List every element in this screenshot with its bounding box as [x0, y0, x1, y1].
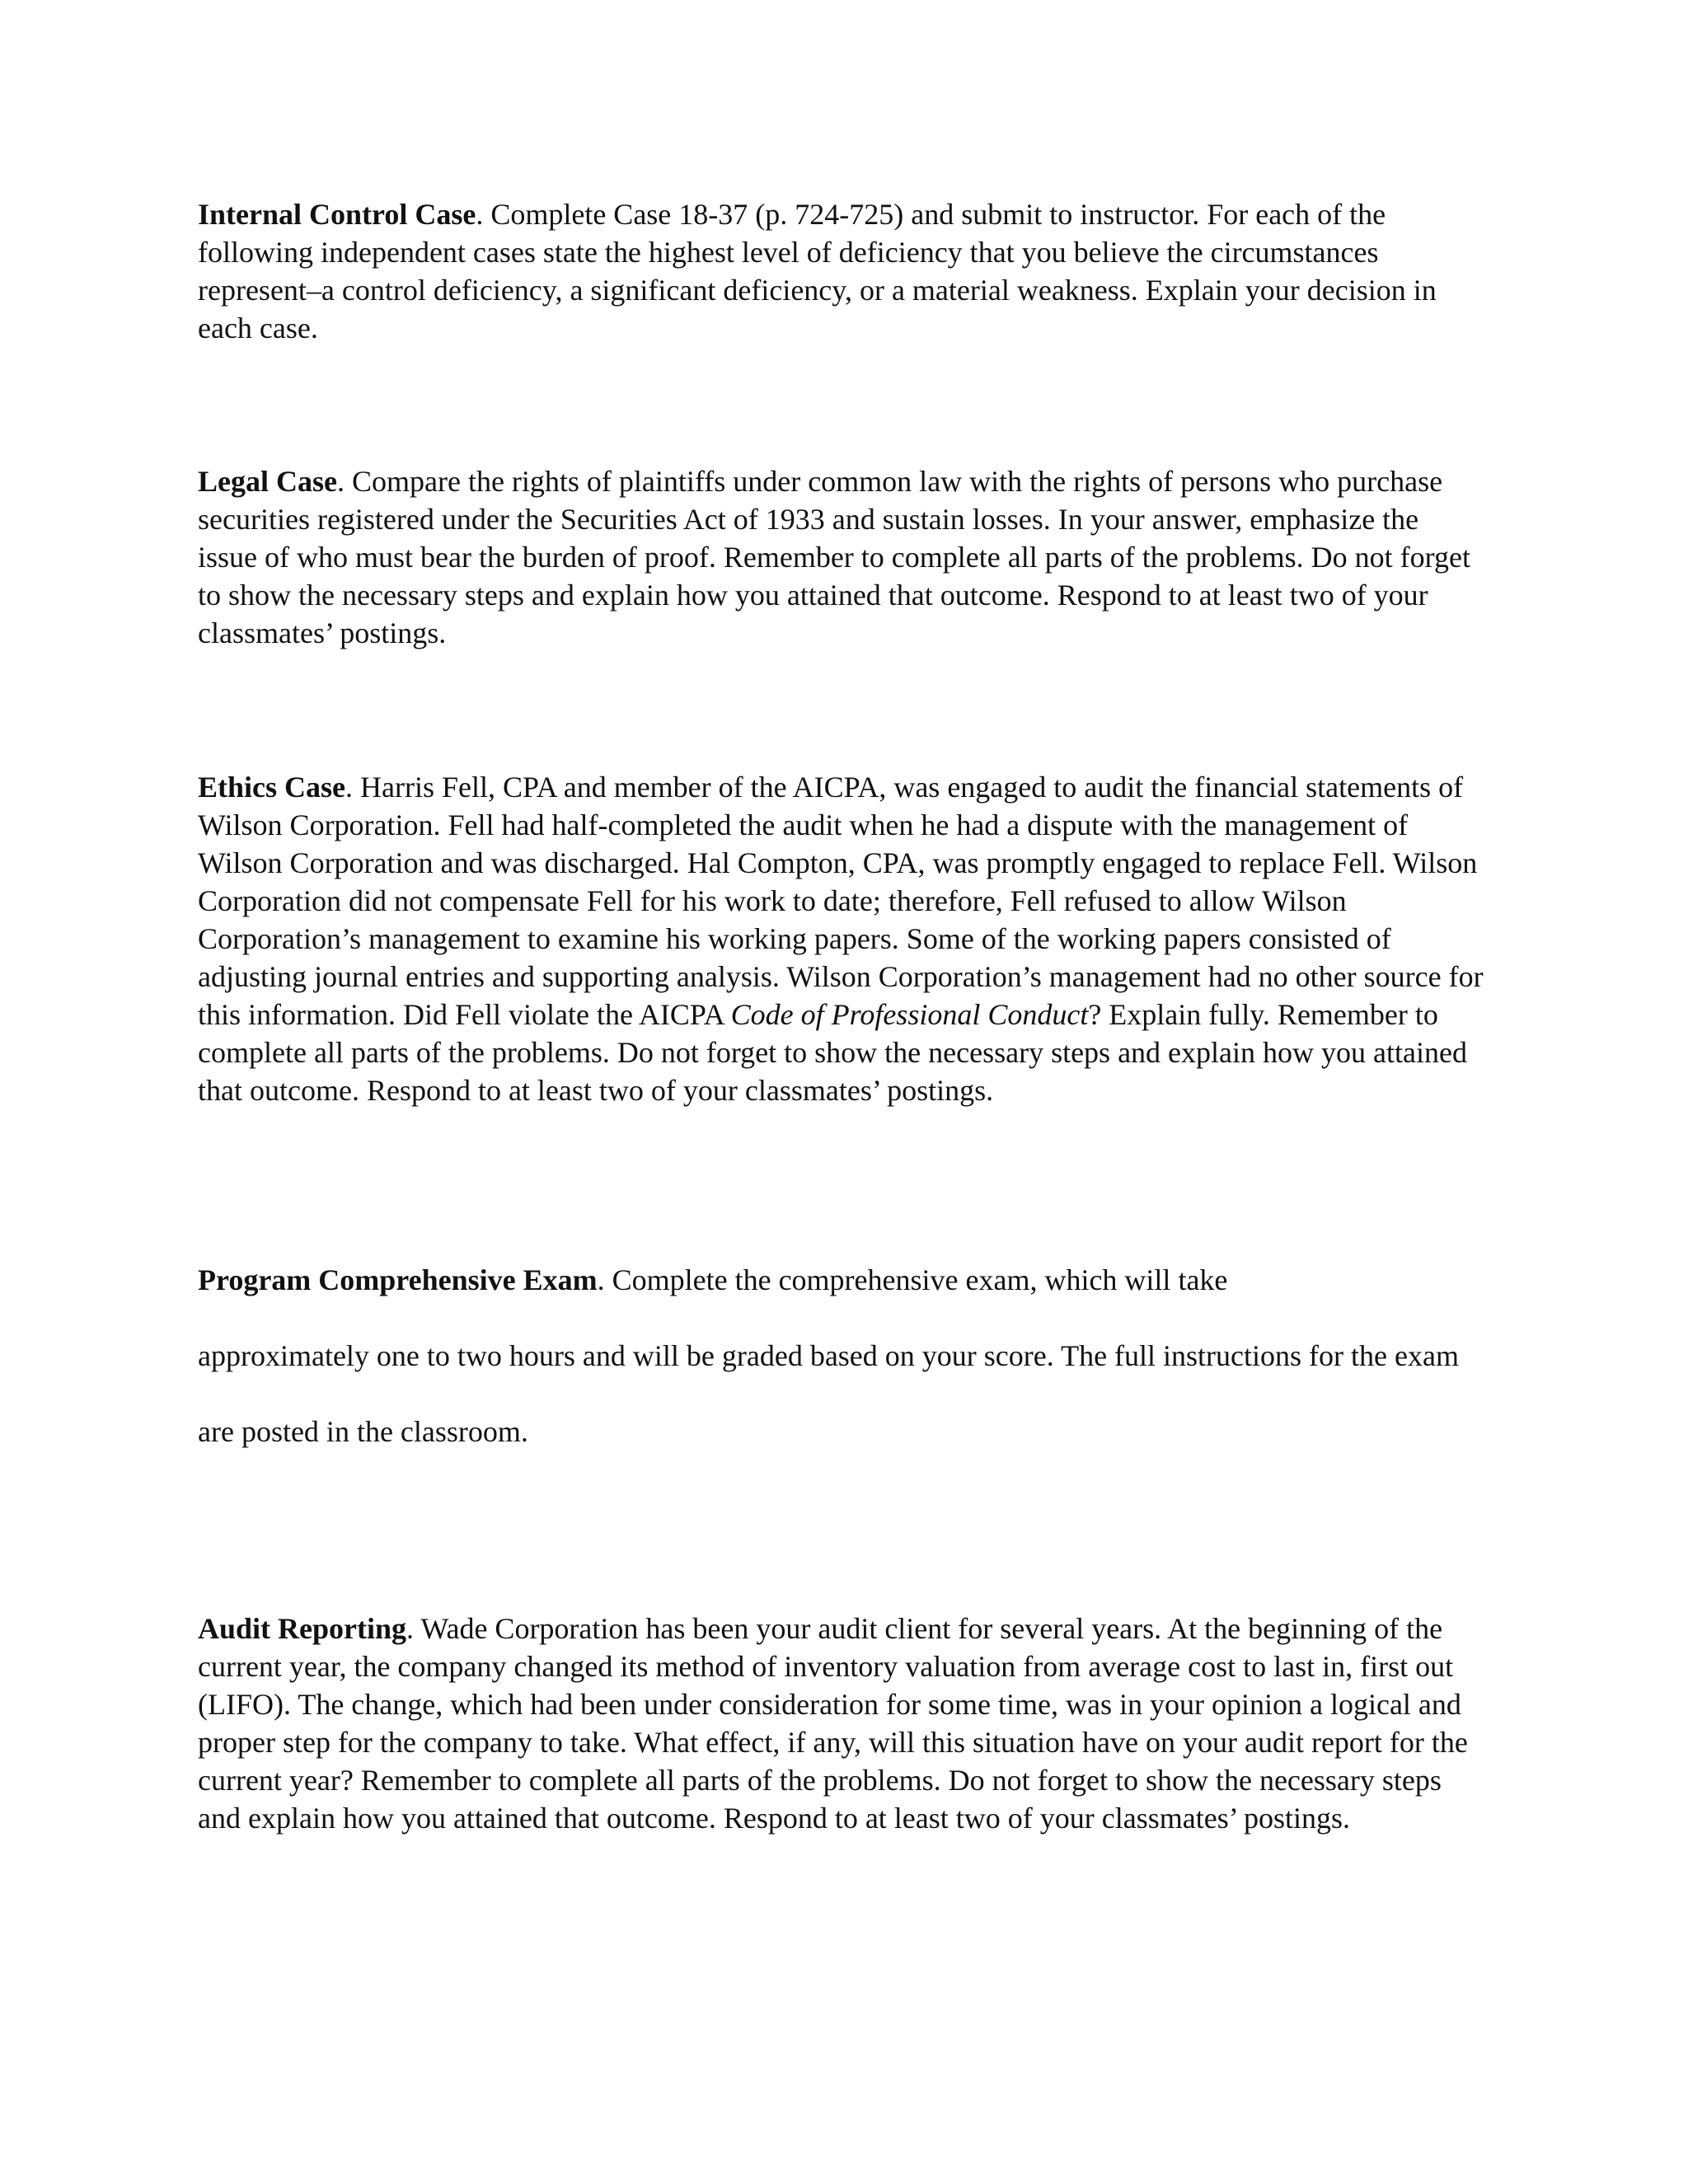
ethics-case-paragraph [198, 768, 1484, 1109]
legal-case-text: . Compare the rights of plaintiffs under common law with the rights of persons who purchase securities registered under the Securities Act of 1933 and sustain losses. In your answer, emphasize the issue of who must bear the burden of proof. Remember to complete all parts of the problems. Do not forget to show the necessary steps and explain how you attained that outcome. Respond to at least two of your classmates’ postings. [198, 465, 1470, 649]
audit-reporting-text: . Wade Corporation has been your audit client for several years. At the beginning of the current year, the company changed its method of inventory valuation from average cost to last in, first out (LIFO). The change, which had been under consideration for some time, was in your opinion a logical and proper step for the company to take. What effect, if any, will this situation have on your audit report for the current year? Remember to complete all parts of the problems. Do not forget to show the necessary steps and explain how you attained that outcome. Respond to at least two of your classmates’ postings. [198, 1612, 1468, 1835]
ethics-case-text-after: ? Explain fully. Remember to complete all parts of the problems. Do not forget to show the necessary steps and explain how you attained that outcome. Respond to at least two of your classmates’ postings. [198, 998, 1467, 1107]
program-exam-section [198, 1261, 1484, 1451]
internal-control-case-text: . Complete Case 18-37 (p. 724-725) and submit to instructor. For each of the following independent cases state the highest level of deficiency that you believe the circumstances represent–a control deficiency, a significant deficiency, or a material weakness. Explain your decision in each case. [198, 198, 1437, 344]
spacer [198, 1299, 1484, 1337]
spacer [198, 1375, 1484, 1413]
legal-case-section [198, 462, 1484, 652]
internal-control-case-paragraph [198, 195, 1484, 347]
ethics-case-text-before: . Harris Fell, CPA and member of the AICPA, was engaged to audit the financial statements of Wilson Corporation. Fell had half-completed the audit when he had a dispute with the management of Wilson Corporation and was discharged. Hal Compton, CPA, was promptly engaged to replace Fell. Wilson Corporation did not compensate Fell for his work to date; therefore, Fell refused to allow Wilson Corporation’s management to examine his working papers. Some of the working papers consisted of adjusting journal entries and supporting analysis. Wilson Corporation’s management had no other source for this information. Did Fell violate the AICPA [198, 771, 1484, 1031]
internal-control-case-section [198, 195, 1484, 347]
audit-reporting-title: Audit Reporting [198, 1612, 407, 1645]
audit-reporting-section [198, 1610, 1484, 1837]
program-exam-line2: approximately one to two hours and will be graded based on your score. The full instructions for the exam [198, 1339, 1459, 1372]
program-exam-line3: are posted in the classroom. [198, 1415, 528, 1448]
legal-case-paragraph [198, 462, 1484, 652]
internal-control-case-title: Internal Control Case [198, 198, 476, 231]
legal-case-title: Legal Case [198, 465, 337, 498]
program-exam-line1-text: . Complete the comprehensive exam, which will take [597, 1263, 1228, 1296]
ethics-case-section [198, 768, 1484, 1109]
program-exam-line1 [198, 1261, 1484, 1299]
program-exam-title: Program Comprehensive Exam [198, 1263, 598, 1296]
audit-reporting-paragraph [198, 1610, 1484, 1837]
ethics-case-title: Ethics Case [198, 771, 345, 804]
ethics-case-code-title: Code of Professional Conduct [730, 998, 1089, 1031]
